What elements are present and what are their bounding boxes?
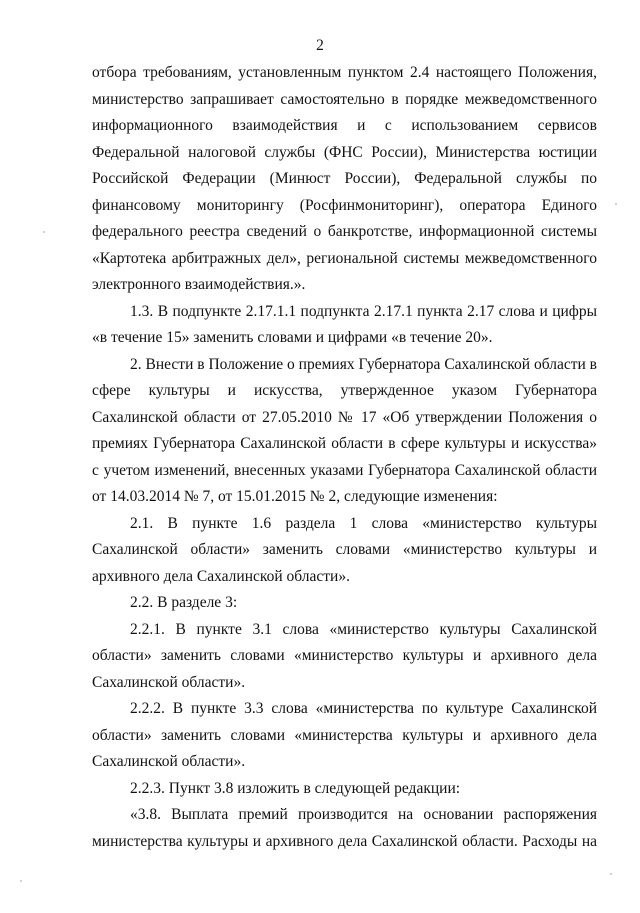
paragraph-2: 2. Внести в Положение о премиях Губернатора Сахалинской области в сфере культуры и искусства, утвержденное указом Губернатора Сахалинской области от 27.05.2010 № 17 «Об утверждении Положения о премиях Губернатора Сахалинской области в сфере культуры и искусства» с учетом изменений, внесенных указами Губернатора Сахалинской области от 14.03.2014 № 7, от 15.01.2015 № 2, следующие изменения:: [92, 355, 597, 505]
paragraph-continuation: отбора требованиям, установленным пунктом 2.4 настоящего Положения, министерство запрашивает самостоятельно в порядке межведомственного информационного взаимодействия и с использованием сервисов Федеральной налоговой службы (ФНС России), Министерства юстиции Российской Федерации (Минюст России), Федеральной службы по финансовому мониторингу (Росфинмониторинг), оператора Единого федерального реестра сведений о банкротстве, информационной системы «Картотека арбитражных дел», региональной системы межведомственного электронного взаимодействия.».: [92, 64, 597, 293]
scan-speck: [43, 231, 45, 233]
document-body: [92, 60, 597, 855]
scan-speck: [615, 203, 617, 205]
paragraph-2-2-1: 2.2.1. В пункте 3.1 слова «министерство культуры Сахалинской области» заменить словами «министерство культуры и архивного дела Сахалинской области».: [92, 620, 597, 691]
paragraph-2-1: 2.1. В пункте 1.6 раздела 1 слова «министерство культуры Сахалинской области» заменить словами «министерство культуры и архивного дела Сахалинской области».: [92, 514, 597, 585]
paragraph-1-3: 1.3. В подпункте 2.17.1.1 подпункта 2.17.1 пункта 2.17 слова и цифры «в течение 15» заменить словами и цифрами «в течение 20».: [92, 302, 597, 346]
scan-speck: [20, 880, 22, 882]
paragraph-2-2-3: 2.2.3. Пункт 3.8 изложить в следующей редакции:: [130, 779, 461, 797]
paragraph-2-2: 2.2. В разделе 3:: [130, 594, 238, 611]
paragraph-3-8: «3.8. Выплата премий производится на основании распоряжения министерства культуры и архивного дела Сахалинской области. Расходы на: [92, 806, 597, 850]
paragraph-2-2-2: 2.2.2. В пункте 3.3 слова «министерства по культуре Сахалинской области» заменить словами «министерства культуры и архивного дела Сахалинской области».: [92, 700, 597, 770]
scan-speck: [610, 873, 612, 875]
page-number: 2: [316, 37, 324, 54]
